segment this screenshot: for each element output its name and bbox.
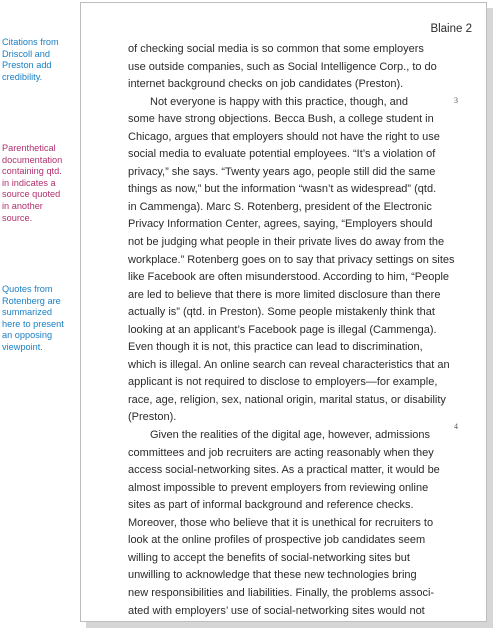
text-line: privacy,” she says. “Twenty years ago, people still did the same bbox=[128, 165, 436, 178]
text-line: looking at an applicant’s Facebook page is illegal (Cammenga). bbox=[128, 323, 437, 336]
text-line: Privacy Information Center, agrees, saying, “Employers should bbox=[128, 218, 433, 231]
text-line: applicant is not required to disclose to employers—for example, bbox=[128, 376, 438, 389]
text-line: ated with employers’ use of social-networking sites would not bbox=[128, 604, 425, 617]
text-line: Not everyone is happy with this practice, though, and bbox=[150, 95, 409, 108]
annotation-line: Driscoll and bbox=[2, 48, 50, 59]
text-line: sites as part of informal background and reference checks. bbox=[128, 499, 414, 512]
text-line: not be judging what people in their private lives do away from the bbox=[128, 236, 445, 249]
annotation-parenthetical bbox=[2, 143, 78, 224]
text-line: internet background checks on job candidates (Preston). bbox=[128, 78, 404, 91]
text-line: new responsibilities and liabilities. Finally, the problems associ- bbox=[128, 586, 435, 599]
text-line: look at the online profiles of prospective job candidates seem bbox=[128, 534, 426, 547]
text-line: some have strong objections. Becca Bush, a college student in bbox=[128, 113, 434, 126]
annotation-line: here to present bbox=[2, 318, 64, 329]
text-line: actually is” (qtd. in Preston). Some people mistakenly think that bbox=[128, 306, 435, 319]
text-line: willing to accept the benefits of social-networking sites but bbox=[128, 551, 410, 564]
text-line: of checking social media is so common that some employers bbox=[128, 43, 424, 55]
text-line: social media to evaluate potential employees. “It’s a violation of bbox=[128, 148, 436, 161]
annotation-line: source quoted bbox=[2, 189, 61, 200]
text-line: Moreover, those who believe that it is unethical for recruiters to bbox=[128, 516, 434, 529]
essay-body bbox=[128, 41, 456, 620]
paragraph-number: 4 bbox=[454, 422, 458, 431]
annotation-line: source. bbox=[2, 212, 33, 223]
text-line: unwilling to acknowledge that these new technologies bring bbox=[128, 569, 417, 582]
annotation-line: in another bbox=[2, 200, 43, 211]
text-line: (Preston). bbox=[128, 411, 177, 424]
text-line: committees and job recruiters are acting reasonably when they bbox=[128, 446, 434, 459]
annotation-line: an opposing bbox=[2, 330, 53, 341]
annotation-line: summarized bbox=[2, 307, 53, 318]
annotation-line: credibility. bbox=[2, 71, 43, 82]
annotation-line: Parenthetical bbox=[2, 143, 56, 153]
text-line: workplace.” Rotenberg goes on to say that privacy settings on sites bbox=[128, 253, 455, 266]
annotation-line: documentation bbox=[2, 154, 63, 165]
text-line: access social-networking sites. As a practical matter, it would be bbox=[128, 464, 440, 477]
text-line: almost impossible to prevent employers from reviewing online bbox=[128, 481, 429, 494]
annotation-line: in indicates a bbox=[2, 177, 56, 188]
paragraph-number: 3 bbox=[454, 96, 458, 105]
running-head: Blaine 2 bbox=[430, 23, 472, 35]
text-line: which is illegal. An online search can reveal characteristics that an bbox=[128, 358, 450, 371]
annotation-line: Citations from bbox=[2, 37, 59, 47]
annotation-line: Preston add bbox=[2, 60, 52, 71]
text-line: like Facebook are often misunderstood. According to him, “People bbox=[128, 271, 450, 284]
annotation-line: Rotenberg are bbox=[2, 295, 61, 306]
text-line: use outside companies, such as Social Intelligence Corp., to do bbox=[128, 60, 437, 73]
document-page bbox=[80, 2, 487, 622]
annotation-citations bbox=[2, 37, 78, 83]
annotation-line: viewpoint. bbox=[2, 341, 43, 352]
annotation-line: Quotes from bbox=[2, 284, 53, 294]
text-line: are led to believe that there is more limited disclosure than there bbox=[128, 288, 441, 301]
text-line: in Cammenga). Marc S. Rotenberg, president of the Electronic bbox=[128, 200, 432, 213]
text-line: Chicago, argues that employers should not have the right to use bbox=[128, 130, 440, 143]
text-line: things as now,” but the information “wasn’t as widespread” (qtd. bbox=[128, 183, 437, 196]
annotation-line: containing qtd. bbox=[2, 166, 62, 177]
text-line: Even though it is not, this practice can lead to discrimination, bbox=[128, 341, 423, 354]
text-line: race, age, religion, sex, national origin, marital status, or disability bbox=[128, 393, 446, 406]
annotation-opposing-view bbox=[2, 284, 78, 354]
text-line: Given the realities of the digital age, however, admissions bbox=[150, 429, 431, 442]
